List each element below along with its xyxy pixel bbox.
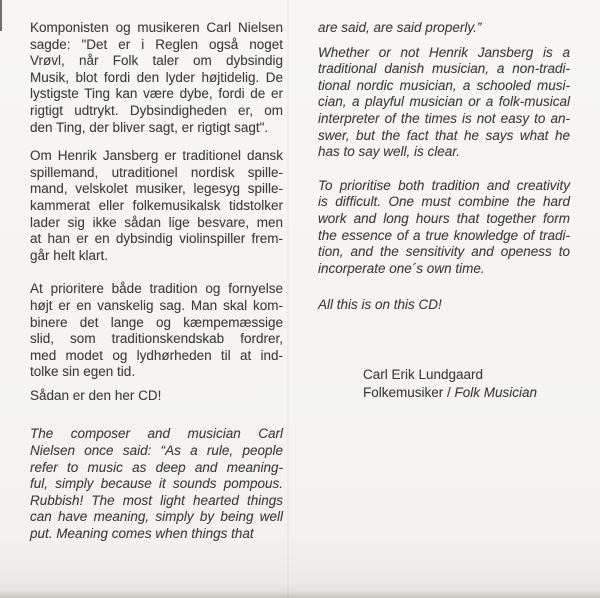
text-line: work and long hours that together form	[318, 210, 570, 226]
text-line: Musik, blot fordi den lyder højtidelig. De	[30, 69, 283, 85]
scan-artifact	[0, 0, 2, 27]
text-line: interpreter of the times is not easy to an-	[318, 110, 570, 126]
page-fold-line	[287, 0, 289, 598]
text-line: Vrøvl, når Folk taler om dybsindig	[30, 53, 283, 69]
text-line: swer, but the fact that he says what he	[318, 127, 570, 143]
text-line: Whether or not Henrik Jansberg is a	[318, 44, 570, 60]
text-line: spillemand, utraditionel nordisk spille-	[30, 164, 283, 180]
text-line: mand, velskolet musiker, legesyg spille-	[30, 181, 283, 197]
paragraph	[318, 297, 570, 314]
text-line: the essence of a true knowledge of tradi-	[318, 227, 570, 243]
text-line: tion, and the sensitivity and openess to	[318, 244, 570, 260]
text-line: med modet og lydhørheden til at ind-	[30, 347, 283, 363]
text-line: lystigste Ting kan være dybe, fordi de er	[30, 86, 283, 102]
text-line: sagde: "Det er i Reglen også noget	[30, 36, 283, 52]
text-line: at han er en dybsindig violinspiller frem-	[30, 231, 283, 247]
text-line: traditional danish musician, a non-tradi-	[318, 61, 570, 77]
signature-role-english: Folk Musician	[454, 385, 538, 401]
text-line: To prioritise both tradition and creativity	[318, 177, 570, 193]
text-line: lader sig ikke sådan lige besvare, men	[30, 214, 283, 230]
signature-name: Carl Erik Lundgaard	[363, 366, 484, 382]
text-line: refer to music as deep and meaning-	[30, 459, 283, 475]
paragraph	[318, 178, 570, 278]
text-line: går helt klart.	[30, 247, 109, 263]
text-line: cian, a playful musician or a folk-musical	[318, 94, 570, 110]
paragraph	[30, 426, 283, 542]
signature-role-danish: Folkemusiker /	[363, 385, 455, 401]
text-line: slid, som traditionskendskab fordrer,	[30, 331, 283, 347]
text-line: All this is on this CD!	[318, 297, 442, 313]
page-bottom-shadow	[0, 591, 600, 598]
text-line: Komponisten og musikeren Carl Nielsen	[30, 20, 283, 35]
text-line: Rubbish! The most light hearted things	[30, 492, 283, 508]
text-line: are said, are said properly.”	[318, 20, 482, 35]
text-line: kammerat eller folkemusikalsk tidstolker	[30, 197, 283, 213]
paragraph	[30, 388, 283, 405]
text-line: Om Henrik Jansberg er traditionel dansk	[30, 148, 283, 164]
text-line: Nielsen once said: “As a rule, people	[30, 443, 283, 459]
english-text-column	[318, 20, 570, 403]
text-line: At prioritere både tradition og fornyelse	[30, 281, 283, 297]
danish-text-column	[30, 20, 283, 555]
text-line: den Ting, der bliver sagt, er rigtigt sagt".	[30, 119, 269, 135]
text-line: rigtigt udtrykt. Dybsindigheden er, om	[30, 102, 283, 118]
text-line: put. Meaning comes when things that	[30, 526, 254, 542]
signature-role	[363, 384, 570, 403]
text-line: ful, simply because it sounds pompous.	[30, 476, 283, 492]
text-line: is difficult. One must combine the hard	[318, 194, 570, 210]
paragraph	[30, 148, 283, 264]
paragraph	[30, 20, 283, 136]
text-line: Sådan er den her CD!	[30, 387, 162, 403]
paragraph	[318, 20, 570, 37]
signature-block	[363, 366, 570, 403]
text-line: has to say well, is clear.	[318, 144, 461, 160]
text-line: tolke sin egen tid.	[30, 364, 136, 380]
text-line: The composer and musician Carl	[30, 426, 283, 442]
paragraph	[30, 281, 283, 381]
text-line: binere det lange og kæmpemæssige	[30, 314, 283, 330]
text-line: højt er en vanskelig sag. Man skal kom-	[30, 297, 283, 313]
english-paragraphs	[318, 20, 570, 314]
text-line: incorperate one´s own time.	[318, 260, 485, 276]
paragraph	[318, 45, 570, 161]
text-line: tional nordic musician, a schooled musi-	[318, 77, 570, 93]
text-line: can have meaning, simply by being well	[30, 509, 283, 525]
